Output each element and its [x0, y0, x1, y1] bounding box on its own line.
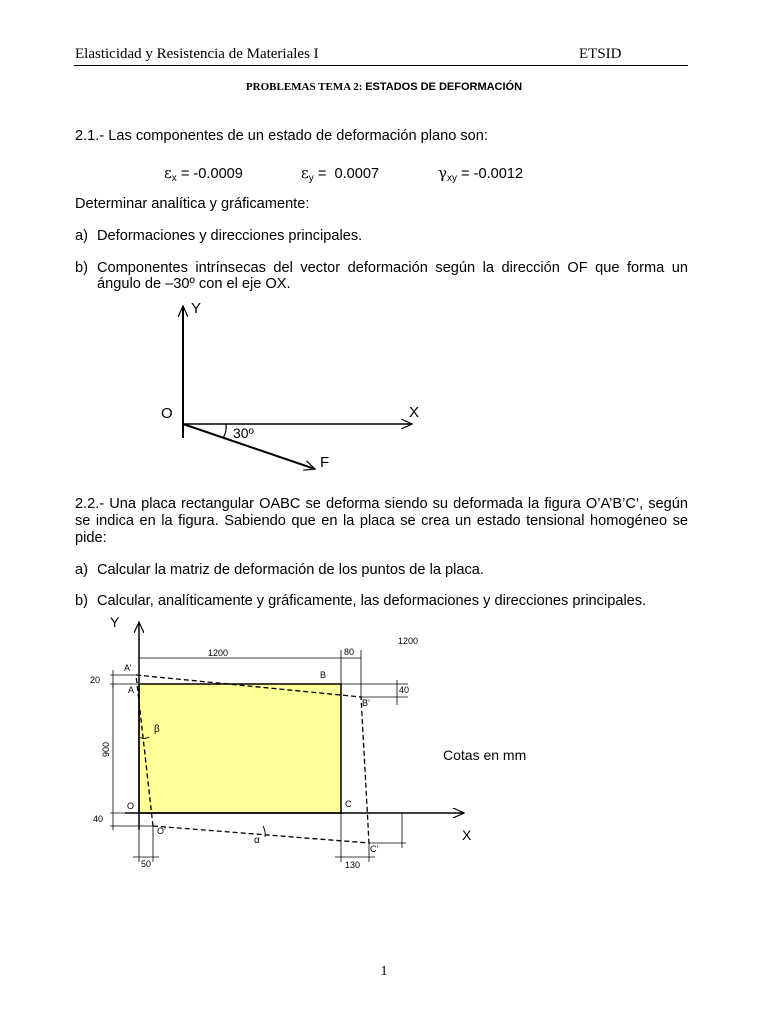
beta-label: β	[154, 724, 160, 735]
problem1-determine: Determinar analítica y gráficamente:	[75, 196, 310, 212]
dim-80: 80	[344, 647, 355, 657]
problem2-line3: pide:	[75, 530, 107, 546]
alpha-label: α	[254, 835, 260, 846]
dim-20: 20	[90, 675, 101, 685]
page-number: 1	[380, 964, 388, 979]
eps-y-value: = 0.0007	[317, 166, 380, 182]
fig1-f-label: F	[320, 454, 330, 471]
dim-1200-top: 1200	[208, 648, 229, 658]
eps-x-symbol: ε	[164, 164, 172, 182]
pt-c: C	[345, 799, 352, 809]
title-part1: PROBLEMAS TEMA 2:	[245, 81, 366, 93]
dim-900: 900	[101, 741, 111, 757]
problem1-item-a: Deformaciones y direcciones principales.	[97, 228, 363, 244]
dim-40-left: 40	[93, 814, 104, 824]
fig2-y-label: Y	[110, 614, 120, 630]
fig1-y-label: Y	[191, 300, 202, 317]
header-school: ETSID	[579, 46, 622, 62]
fig1-x-label: X	[409, 404, 420, 421]
fig1-o-label: O	[161, 405, 173, 422]
problem1-item-b-label: b)	[75, 260, 88, 276]
eps-x-value: = -0.0009	[180, 166, 243, 182]
problem2-line1: 2.2.- Una placa rectangular OABC se deforma siendo su deformada la figura O’A’B’C’, según	[75, 496, 688, 512]
units-note: Cotas en mm	[443, 747, 527, 763]
problem2-line2: se indica en la figura. Sabiendo que en la placa se crea un estado tensional homogéneo se	[75, 513, 688, 529]
problem2-item-b: Calcular, analíticamente y gráficamente, las deformaciones y direcciones principales.	[97, 593, 647, 609]
pt-b-prime: B’	[362, 698, 371, 708]
eps-x-sub: x	[171, 173, 177, 184]
problem1-item-a-label: a)	[75, 228, 88, 244]
alpha-arc	[263, 826, 265, 837]
header-course-title: Elasticidad y Resistencia de Materiales I	[75, 46, 319, 62]
eps-y-sub: y	[308, 173, 314, 184]
pt-o: O	[127, 801, 135, 811]
fig2-x-label: X	[462, 827, 472, 843]
problem2-item-a-label: a)	[75, 562, 88, 578]
pt-a-prime: A’	[124, 663, 132, 673]
gamma-xy-symbol: γ	[438, 164, 447, 182]
gamma-xy-sub: xy	[446, 173, 457, 184]
dim-1200-right: 1200	[398, 636, 419, 646]
pt-a: A	[128, 685, 135, 695]
pt-b: B	[320, 670, 327, 680]
eps-y-symbol: ε	[301, 164, 309, 182]
pt-o-prime: O’	[157, 826, 166, 836]
dim-130: 130	[345, 860, 361, 870]
fig1-angle-label: 30º	[233, 425, 254, 441]
problem1-item-b-line1: Componentes intrínsecas del vector deformación según la dirección OF que forma un	[97, 260, 688, 276]
dim-40-right: 40	[399, 685, 410, 695]
problem1-item-b-line2: ángulo de –30º con el eje OX.	[97, 276, 291, 292]
dim-50: 50	[141, 859, 152, 869]
problem1-statement: 2.1.- Las componentes de un estado de deformación plano son:	[75, 128, 488, 144]
title-part2: ESTADOS DE DEFORMACIÓN	[365, 81, 523, 93]
problem2-item-a: Calcular la matriz de deformación de los puntos de la placa.	[97, 562, 484, 578]
pt-c-prime: C’	[370, 844, 379, 854]
problem2-item-b-label: b)	[75, 593, 88, 609]
gamma-xy-value: = -0.0012	[461, 166, 524, 182]
plate-oabc	[139, 684, 341, 813]
